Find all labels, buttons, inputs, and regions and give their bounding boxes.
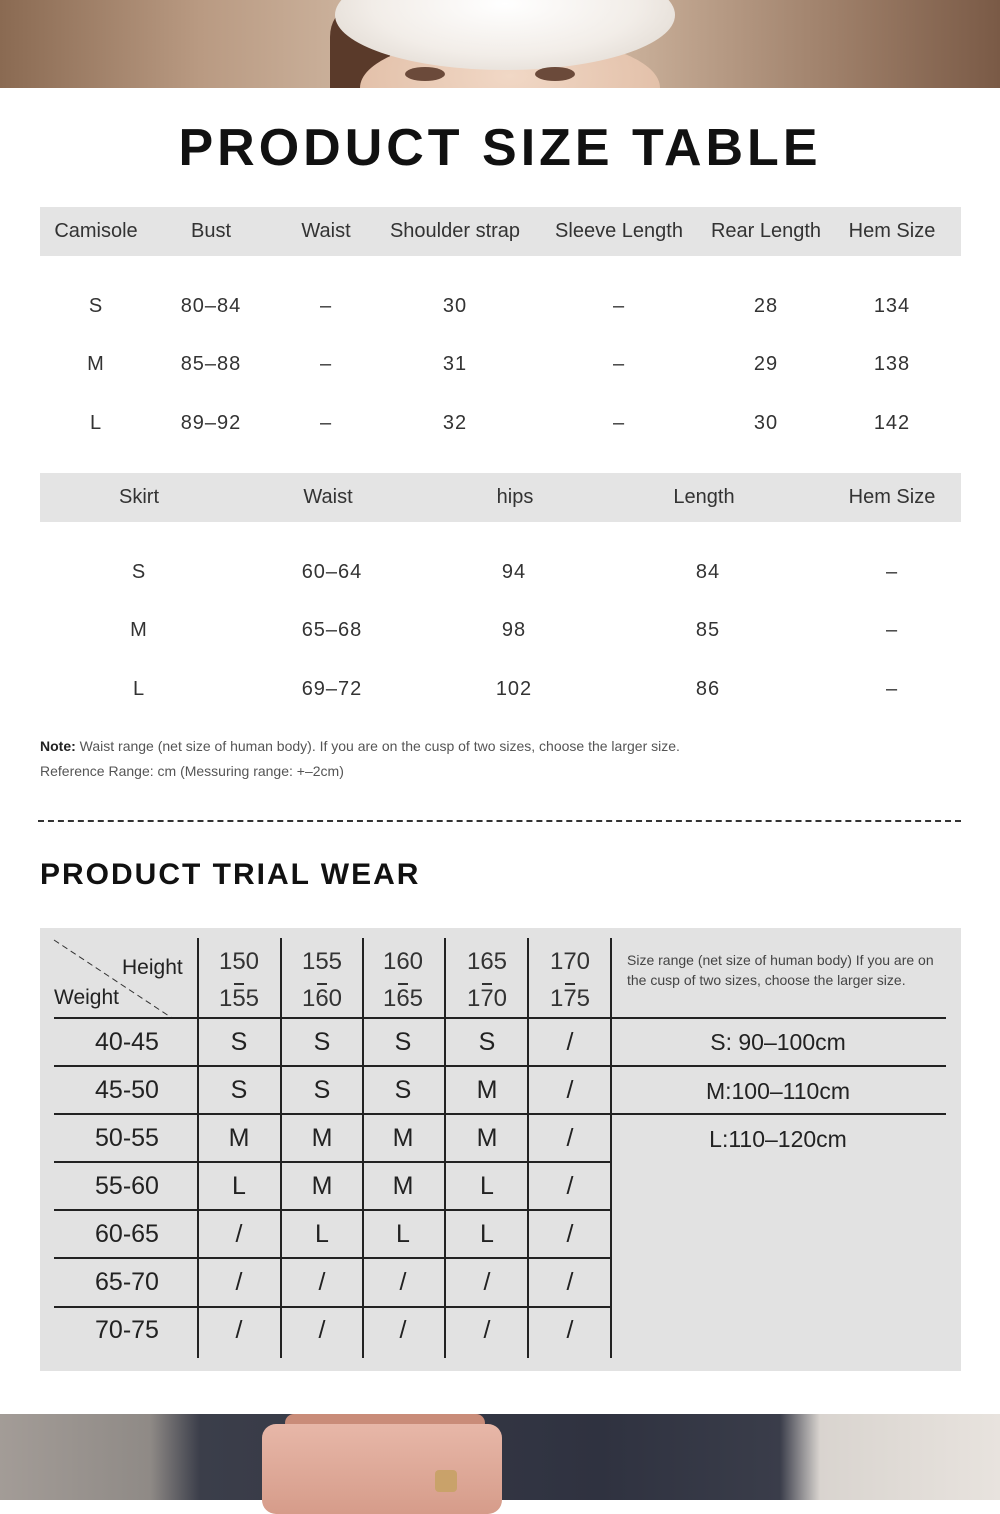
- table-cell: 98: [501, 619, 527, 641]
- table-cell: 31: [442, 353, 468, 375]
- table-header-cell: Hem Size: [848, 486, 936, 508]
- table-header-cell: Waist: [303, 486, 353, 508]
- size-cell: M: [311, 1124, 333, 1152]
- size-cell: S: [478, 1028, 496, 1056]
- pink-bag: [262, 1424, 502, 1514]
- table-cell: 29: [753, 353, 779, 375]
- height-top: 170: [549, 948, 591, 975]
- size-range-value: L:110–120cm: [709, 1126, 847, 1152]
- height-top: 155: [301, 948, 343, 975]
- table-cell: M: [87, 353, 105, 375]
- size-cell: M: [476, 1124, 498, 1152]
- table-cell: 65–68: [301, 619, 363, 641]
- size-cell: /: [483, 1268, 491, 1296]
- weight-cell: 60-65: [95, 1220, 159, 1248]
- grid-line-horizontal: [611, 1065, 946, 1067]
- table-cell: 86: [695, 678, 721, 700]
- table-cell: 60–64: [301, 561, 363, 583]
- table-cell: –: [612, 295, 626, 317]
- table-cell: 94: [501, 561, 527, 583]
- size-cell: S: [230, 1076, 248, 1104]
- size-range-note: Size range (net size of human body) If you are on the cusp of two sizes, choose the larger size.: [627, 952, 934, 988]
- height-top: 165: [466, 948, 508, 975]
- note-text: Waist range (net size of human body). If you are on the cusp of two sizes, choose the larger size.: [75, 738, 680, 754]
- size-cell: S: [230, 1028, 248, 1056]
- size-cell: /: [399, 1268, 407, 1296]
- weight-label: Weight: [54, 986, 119, 1009]
- weight-cell: 40-45: [95, 1028, 159, 1056]
- weight-cell: 50-55: [95, 1124, 159, 1152]
- table-cell: 142: [873, 412, 911, 434]
- model-photo-top: [0, 0, 1000, 88]
- size-cell: /: [318, 1268, 326, 1296]
- size-cell: /: [235, 1220, 243, 1248]
- height-bottom: 175: [549, 985, 591, 1012]
- size-cell: M: [311, 1172, 333, 1200]
- table-header-cell: Rear Length: [710, 220, 822, 242]
- size-cell: /: [399, 1316, 407, 1344]
- table-header-cell: Hem Size: [848, 220, 936, 242]
- table-cell: M: [130, 619, 148, 641]
- size-range-value: M:100–110cm: [705, 1078, 851, 1104]
- table-cell: 80–84: [180, 295, 242, 317]
- table-cell: 102: [495, 678, 533, 700]
- size-cell: L: [315, 1220, 329, 1248]
- grid-line-horizontal: [54, 1113, 611, 1115]
- weight-cell: 55-60: [95, 1172, 159, 1200]
- table-cell: –: [319, 295, 333, 317]
- table-cell: –: [885, 678, 899, 700]
- note-label: Note:: [40, 738, 76, 754]
- grid-line-vertical: [197, 938, 199, 1358]
- table-cell: 30: [753, 412, 779, 434]
- table-cell: 30: [442, 295, 468, 317]
- size-cell: M: [476, 1076, 498, 1104]
- table-header-cell: Waist: [301, 220, 351, 242]
- grid-line-horizontal: [54, 1017, 611, 1019]
- size-cell: /: [318, 1316, 326, 1344]
- table-header-cell: Skirt: [119, 486, 159, 508]
- table-cell: –: [885, 619, 899, 641]
- grid-line-horizontal: [611, 1017, 946, 1019]
- table-header-cell: hips: [496, 486, 534, 508]
- size-cell: L: [232, 1172, 246, 1200]
- grid-line-horizontal: [54, 1257, 611, 1259]
- size-cell: /: [566, 1316, 574, 1344]
- size-cell: /: [566, 1220, 574, 1248]
- reference-range-note: Reference Range: cm (Messuring range: +–2cm): [40, 763, 344, 779]
- grid-line-horizontal: [54, 1209, 611, 1211]
- weight-cell: 65-70: [95, 1268, 159, 1296]
- waist-note: [40, 738, 680, 754]
- table-cell: L: [89, 412, 103, 434]
- grid-line-vertical: [527, 938, 529, 1358]
- table-header-cell: Length: [673, 486, 735, 508]
- grid-line-horizontal: [54, 1065, 611, 1067]
- grid-line-vertical: [280, 938, 282, 1358]
- size-cell: S: [394, 1076, 412, 1104]
- table-cell: 69–72: [301, 678, 363, 700]
- height-bottom: 155: [218, 985, 260, 1012]
- section-divider: [38, 820, 961, 822]
- table-cell: 28: [753, 295, 779, 317]
- trial-section-title: PRODUCT TRIAL WEAR: [40, 858, 421, 891]
- table-cell: 85–88: [180, 353, 242, 375]
- size-cell: /: [483, 1316, 491, 1344]
- size-cell: M: [392, 1172, 414, 1200]
- eye-right: [535, 67, 575, 81]
- size-cell: /: [566, 1028, 574, 1056]
- table-cell: S: [88, 295, 104, 317]
- size-cell: S: [313, 1028, 331, 1056]
- table-cell: –: [319, 412, 333, 434]
- eye-left: [405, 67, 445, 81]
- size-cell: L: [480, 1220, 494, 1248]
- size-cell: /: [235, 1316, 243, 1344]
- table-header-cell: Camisole: [54, 220, 138, 242]
- size-cell: /: [566, 1268, 574, 1296]
- table-cell: 85: [695, 619, 721, 641]
- grid-line-horizontal: [54, 1306, 611, 1308]
- grid-line-horizontal: [611, 1113, 946, 1115]
- height-bottom: 165: [382, 985, 424, 1012]
- height-top: 160: [382, 948, 424, 975]
- size-cell: /: [235, 1268, 243, 1296]
- height-label: Height: [122, 956, 183, 979]
- size-range-value: S: 90–100cm: [710, 1029, 846, 1055]
- height-top: 150: [218, 948, 260, 975]
- weight-cell: 45-50: [95, 1076, 159, 1104]
- page-title: PRODUCT SIZE TABLE: [178, 119, 822, 177]
- weight-cell: 70-75: [95, 1316, 159, 1344]
- table-cell: –: [612, 412, 626, 434]
- table-cell: S: [131, 561, 147, 583]
- size-cell: S: [394, 1028, 412, 1056]
- table-header-cell: Sleeve Length: [555, 220, 683, 242]
- table-cell: –: [612, 353, 626, 375]
- size-cell: /: [566, 1124, 574, 1152]
- size-cell: /: [566, 1172, 574, 1200]
- table-cell: 32: [442, 412, 468, 434]
- table-cell: L: [132, 678, 146, 700]
- table-cell: –: [885, 561, 899, 583]
- size-cell: /: [566, 1076, 574, 1104]
- grid-line-vertical: [444, 938, 446, 1358]
- table-cell: 138: [873, 353, 911, 375]
- size-cell: L: [480, 1172, 494, 1200]
- size-cell: M: [228, 1124, 250, 1152]
- size-cell: S: [313, 1076, 331, 1104]
- grid-line-horizontal: [54, 1161, 611, 1163]
- table-header-cell: Shoulder strap: [389, 220, 521, 242]
- bag-clasp: [435, 1470, 457, 1492]
- table-cell: –: [319, 353, 333, 375]
- table-header-cell: Bust: [190, 220, 232, 242]
- size-cell: L: [396, 1220, 410, 1248]
- table-cell: 84: [695, 561, 721, 583]
- height-bottom: 170: [466, 985, 508, 1012]
- table-cell: 134: [873, 295, 911, 317]
- table-cell: 89–92: [180, 412, 242, 434]
- size-cell: M: [392, 1124, 414, 1152]
- grid-line-vertical: [362, 938, 364, 1358]
- height-bottom: 160: [301, 985, 343, 1012]
